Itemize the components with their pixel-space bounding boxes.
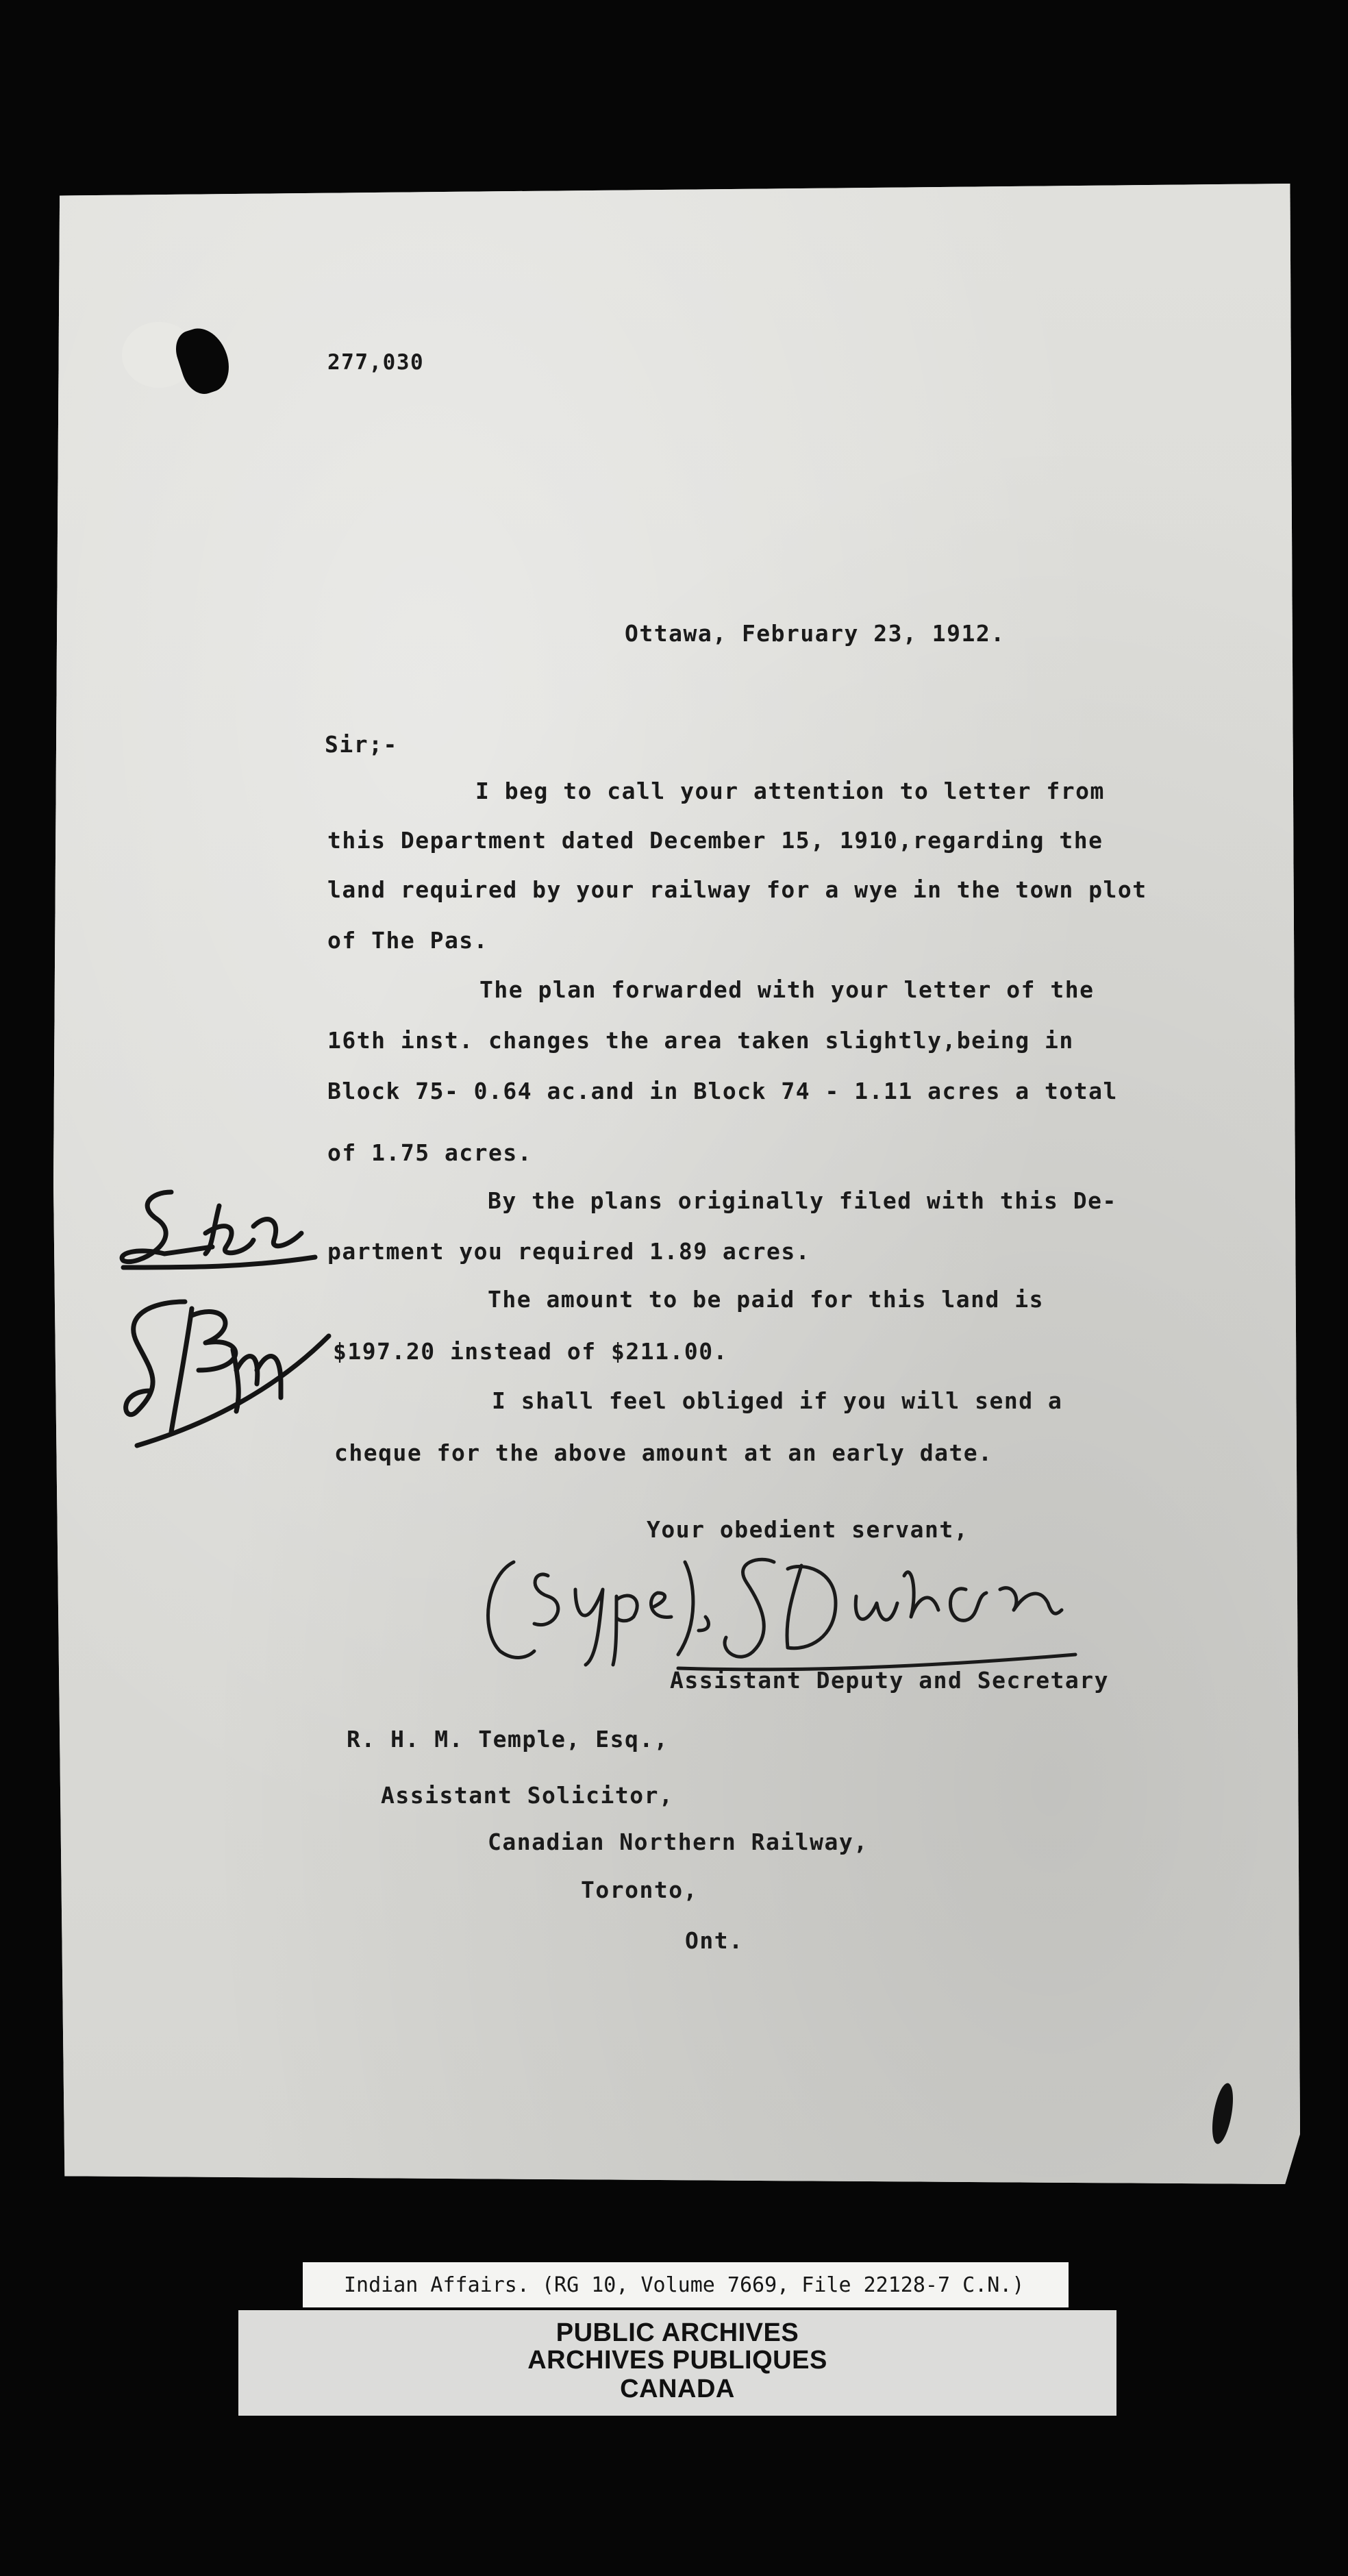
file-number: 277,030 (327, 350, 425, 375)
address-line: Ont. (685, 1927, 744, 1954)
closing: Your obedient servant, (647, 1516, 969, 1543)
address-line: Assistant Solicitor, (381, 1782, 674, 1809)
dateline: Ottawa, February 23, 1912. (625, 620, 1006, 647)
address-line: R. H. M. Temple, Esq., (347, 1726, 669, 1753)
stamp-line-canada: CANADA (620, 2375, 735, 2403)
address-line: Canadian Northern Railway, (488, 1829, 869, 1855)
body-line: 16th inst. changes the area taken slightly,being in (327, 1027, 1074, 1054)
body-line: The amount to be paid for this land is (488, 1286, 1044, 1313)
body-line: of 1.75 acres. (327, 1139, 533, 1166)
stamp-line-archives-publiques: ARCHIVES PUBLIQUES (527, 2346, 827, 2375)
salutation: Sir;- (325, 731, 398, 758)
archive-reference: Indian Affairs. (RG 10, Volume 7669, File 22128-7 C.N.) (344, 2273, 1025, 2297)
address-line: Toronto, (581, 1877, 698, 1903)
body-line: $197.20 instead of $211.00. (333, 1338, 728, 1365)
body-line: I shall feel obliged if you will send a (492, 1387, 1063, 1414)
body-line: this Department dated December 15, 1910,regarding the (327, 827, 1103, 854)
body-line: of The Pas. (327, 927, 489, 954)
signer-title: Assistant Deputy and Secretary (670, 1667, 1110, 1694)
margin-initials-signature (110, 1165, 356, 1466)
body-line: land required by your railway for a wye in the town plot (327, 876, 1147, 903)
body-line: The plan forwarded with your letter of the (479, 976, 1095, 1003)
stamp-line-public-archives: PUBLIC ARCHIVES (556, 2318, 799, 2347)
body-line: By the plans originally filed with this De- (488, 1187, 1117, 1214)
body-line: Block 75- 0.64 ac.and in Block 74 - 1.11 acres a total (327, 1078, 1118, 1104)
handwritten-signature (473, 1535, 1089, 1672)
body-line: cheque for the above amount at an early date. (334, 1439, 993, 1466)
body-line: partment you required 1.89 acres. (327, 1238, 811, 1265)
body-line: I beg to call your attention to letter from (475, 778, 1105, 804)
